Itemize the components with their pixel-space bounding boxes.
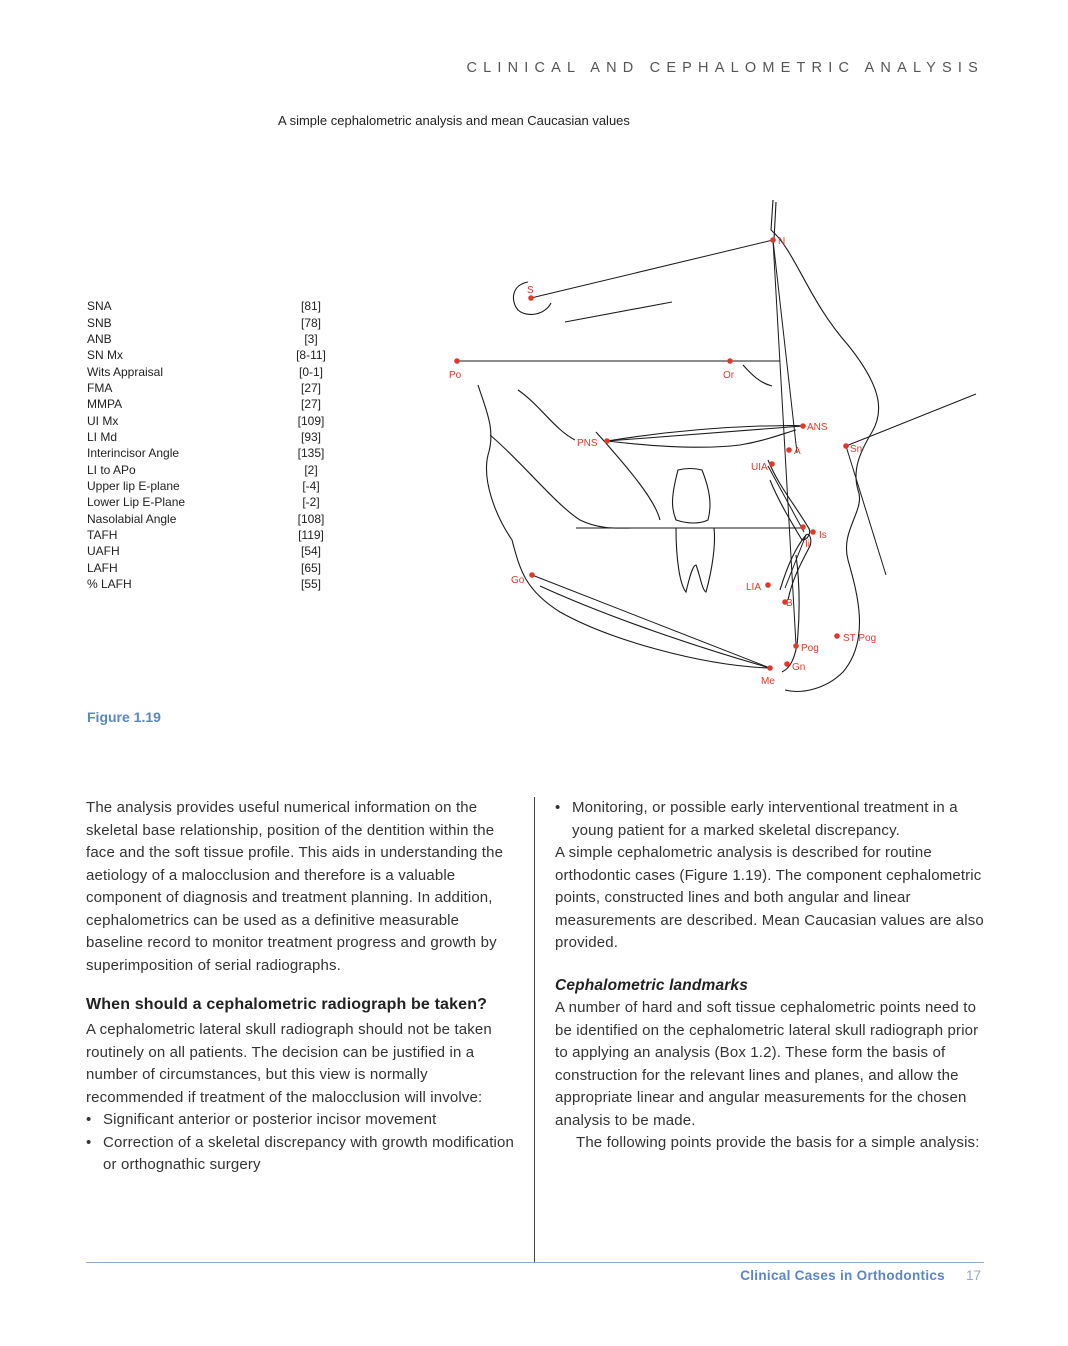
list-item-text: Monitoring, or possible early interventional treatment in a young patient for a marked skeletal discrepancy. [572,799,958,839]
landmark-dot-Go [529,572,535,578]
nasolabial-line-2 [846,446,886,575]
column-divider [534,797,535,1263]
left-column [86,797,516,1177]
list-item [86,1132,516,1177]
running-head: CLINICAL AND CEPHALOMETRIC ANALYSIS [466,60,984,76]
value-row [87,560,347,576]
cephalometric-values-table [87,298,347,592]
landmark-dot-S [528,295,534,301]
measure-label: Wits Appraisal [87,364,164,379]
value-row [87,461,347,477]
lower-molar [676,528,715,592]
landmark-dot-Is [810,529,816,535]
value-row [87,347,347,363]
measure-label: % LAFH [87,577,132,592]
measure-value: [54] [300,544,321,559]
landmark-dot-Or [727,358,733,364]
measure-label: SN Mx [87,348,123,363]
measure-value: [55] [300,577,321,592]
n-pog-line [773,240,796,645]
bullet-icon: • [555,799,561,816]
landmark-label-UIA: UIA [751,462,768,473]
value-row [87,429,347,445]
lower-border-mandible [540,586,770,668]
measure-label: UAFH [87,544,120,559]
measure-value: [-2] [302,495,320,510]
landmark-dot-Me [767,665,773,671]
measure-value: [93] [300,429,321,444]
list-item-text: Correction of a skeletal discrepancy with growth modification or orthognathic surgery [103,1133,515,1173]
landmark-label-Is: Is [819,530,827,541]
measure-value: [8-11] [296,348,326,363]
measure-label: UI Mx [87,413,119,428]
measure-label: FMA [87,380,113,395]
sn-line [531,240,773,298]
landmark-dot-UIA [769,461,775,467]
measure-label: ANB [87,331,112,346]
value-row [87,478,347,494]
landmark-label-Pog: Pog [801,643,819,654]
landmark-dot-N [770,237,776,243]
landmark-dot-LIA [765,582,771,588]
measure-value: [78] [300,315,321,330]
anterior-cranial-base [565,302,672,322]
facial-profile-outline [771,200,879,691]
bullet-icon: • [86,1133,92,1151]
landmark-dot-Pog [793,643,799,649]
value-row [87,543,347,559]
landmark-label-A: A [794,446,801,457]
landmark-label-Gn: Gn [792,662,806,673]
measure-value: [119] [298,527,324,542]
landmark-dot-PNS [604,438,610,444]
value-row [87,494,347,510]
landmark-dot-Gn [784,661,790,667]
measure-label: LAFH [87,560,118,575]
tracing-constructed-lines [457,240,976,668]
cephalometric-tracing [440,190,985,700]
landmark-dot-ANS [800,423,806,429]
landmark-label-Or: Or [723,370,735,381]
measure-label: TAFH [87,527,118,542]
page-number: 17 [966,1268,982,1283]
upper-molar [673,469,711,524]
tracing-outlines [478,200,879,691]
list-item-text: Significant anterior or posterior incisor movement [103,1111,437,1128]
landmark-dot-Ii [800,524,806,530]
landmark-label-LIA: LIA [746,582,762,593]
value-row [87,380,347,396]
measure-value: [27] [300,380,321,395]
landmark-label-STPog: ST Pog [843,633,877,644]
measure-label: Interincisor Angle [87,446,180,461]
measure-label: MMPA [87,397,123,412]
right-column [555,797,985,1155]
nasolabial-line-1 [846,394,976,446]
landmark-label-Ii: Ii [805,539,810,550]
measure-label: Lower Lip E-Plane [87,495,186,510]
landmark-label-Sn: Sn [850,444,863,455]
landmark-dot-A [786,447,792,453]
value-row [87,576,347,592]
measure-label: Upper lip E-plane [87,478,180,493]
figure-number: Figure 1.19 [87,709,161,725]
mandibular-plane [532,575,770,668]
lower-incisor-axis [785,535,806,588]
value-row [87,527,347,543]
measure-value: [2] [304,462,318,477]
footer-rule [86,1262,984,1263]
landmark-label-PNS: PNS [577,438,598,449]
measure-value: [108] [297,511,325,526]
landmark-dot-Po [454,358,460,364]
body-paragraph: A simple cephalometric analysis is described for routine orthodontic cases (Figure 1.19). The component cephalometric points, constructed lines and both angular and linear measurements are described. Mean Caucasian values are also provided. [555,844,984,951]
figure-title: A simple cephalometric analysis and mean Caucasian values [278,113,630,128]
measure-value: [65] [300,560,321,575]
landmark-label-B: B [786,598,793,609]
orbit-curve [743,365,772,386]
value-row [87,331,347,347]
landmark-label-N: N [778,236,786,247]
body-paragraph: The following points provide the basis for a simple analysis: [576,1134,980,1151]
list-item [555,797,985,842]
measure-value: [-4] [302,478,320,493]
measure-label: LI to APo [87,462,136,477]
landmark-dot-Sn [843,443,849,449]
ramus-notch [518,390,575,440]
list-item [86,1109,516,1132]
section-subheading: Cephalometric landmarks [555,976,748,994]
measure-label: LI Md [87,429,118,444]
footer-book-title: Clinical Cases in Orthodontics [740,1268,945,1283]
value-row [87,445,347,461]
landmark-label-Me: Me [761,676,775,687]
landmark-label-S: S [527,285,534,296]
value-row [87,298,347,314]
measure-value: [81] [300,299,321,314]
n-a-line [773,240,797,453]
pns-ans-line [607,426,803,441]
measure-value: [27] [300,397,321,412]
section-heading: When should a cephalometric radiograph be taken? [86,996,488,1013]
value-row [87,363,347,379]
landmark-dot-STPog [834,633,840,639]
measure-value: [0-1] [298,364,323,379]
measure-value: [3] [304,331,318,346]
value-row [87,314,347,330]
landmark-label-Go: Go [511,575,525,586]
body-paragraph: A cephalometric lateral skull radiograph should not be taken routinely on all patients. The decision can be justified in a number of circumstances, but this view is normally recommended if treatment of the malocclusion will involve: [86,1021,492,1106]
measure-value: [135] [297,446,325,461]
value-row [87,412,347,428]
intro-paragraph: The analysis provides useful numerical information on the skeletal base relationship, position of the dentition within the face and the soft tissue profile. This aids in understanding the aetiology of a malocclusion and therefore is a valuable component of diagnosis and treatment planning. In addition, cephalometrics can be used as a definitive measurable baseline record to monitor treatment progress and growth by superimposition of serial radiographs. [86,799,504,974]
value-row [87,396,347,412]
measure-label: Nasolabial Angle [87,511,177,526]
landmark-label-Po: Po [449,370,462,381]
measure-label: SNB [87,315,112,330]
measure-label: SNA [87,299,112,314]
landmark-label-ANS: ANS [807,422,828,433]
value-row [87,510,347,526]
body-paragraph: A number of hard and soft tissue cephalometric points need to be identified on the cephalometric lateral skull radiograph prior to applying an analysis (Box 1.2). These form the basis of construction for the relevant lines and planes, and allow the appropriate linear and angular measurements for the chosen analysis to be made. [555,999,979,1129]
bullet-icon: • [86,1111,92,1128]
measure-value: [109] [297,413,325,428]
